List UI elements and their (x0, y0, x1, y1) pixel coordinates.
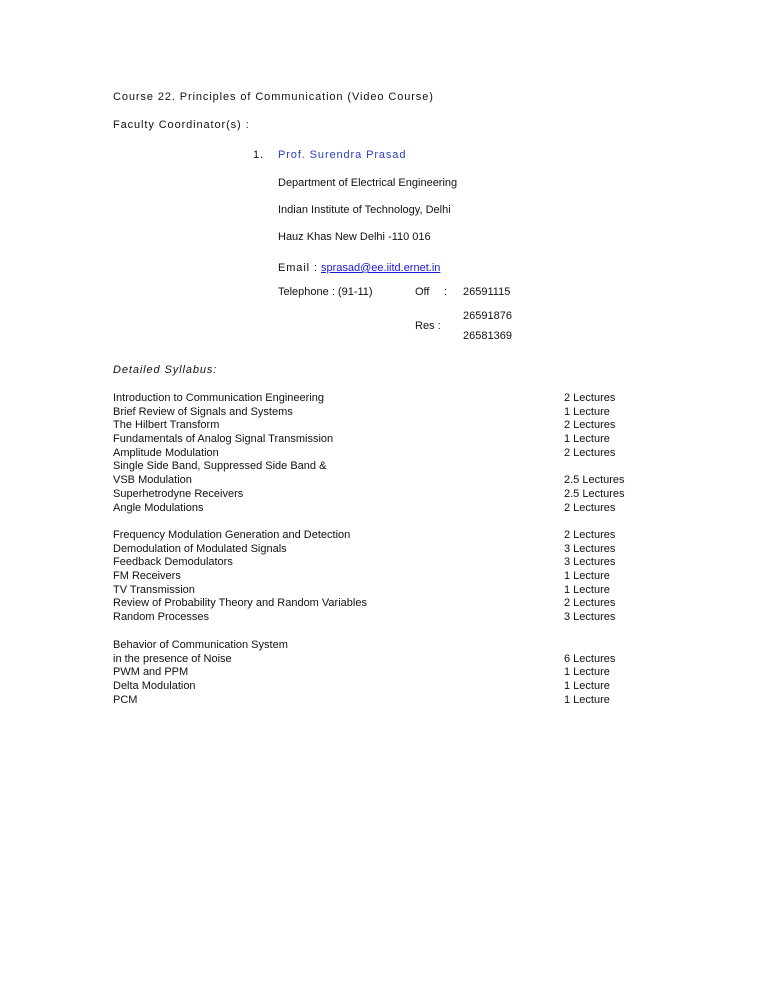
syllabus-topic: The Hilbert Transform (113, 419, 220, 432)
syllabus-topic: TV Transmission (113, 583, 195, 596)
syllabus-topic: in the presence of Noise (113, 652, 232, 665)
email-label: Email : (278, 262, 318, 274)
syllabus-lectures: 2 Lectures (564, 529, 616, 541)
syllabus-lectures: 2 Lectures (564, 597, 616, 610)
syllabus-row (113, 474, 673, 488)
syllabus-row (113, 392, 673, 406)
syllabus-row (113, 433, 673, 447)
faculty-number: 1. (253, 149, 264, 161)
syllabus-heading: Detailed Syllabus: (113, 364, 218, 376)
syllabus-topic: FM Receivers (113, 570, 181, 583)
syllabus-topic: PCM (113, 693, 138, 706)
syllabus-lectures: 3 Lectures (564, 611, 616, 624)
syllabus-row (113, 543, 673, 557)
syllabus-lectures: 1 Lecture (564, 570, 610, 583)
syllabus-row (113, 584, 673, 598)
syllabus-lectures: 2 Lectures (564, 419, 616, 432)
telephone-label: Telephone : (91-11) (278, 286, 373, 298)
email-row (278, 262, 440, 274)
residence-number-1: 26591876 (463, 310, 512, 322)
syllabus-topic: Demodulation of Modulated Signals (113, 542, 287, 555)
syllabus-row (113, 502, 673, 516)
syllabus-row (113, 447, 673, 461)
syllabus-lectures: 2.5 Lectures (564, 487, 625, 500)
faculty-institute: Indian Institute of Technology, Delhi (278, 204, 451, 216)
office-label: Off (415, 286, 430, 298)
faculty-coordinator-label: Faculty Coordinator(s) : (113, 119, 250, 131)
syllabus-row (113, 460, 673, 474)
syllabus-lectures: 1 Lecture (564, 405, 610, 418)
syllabus-lectures: 2 Lectures (564, 446, 616, 459)
syllabus-topic: Superhetrodyne Receivers (113, 487, 244, 500)
syllabus-row (113, 639, 673, 653)
residence-number-2: 26581369 (463, 330, 512, 342)
office-colon: : (444, 286, 448, 298)
faculty-name-link[interactable]: Prof. Surendra Prasad (278, 149, 407, 161)
course-title: Course 22. Principles of Communication (Video Course) (113, 91, 434, 103)
syllabus-lectures: 1 Lecture (564, 680, 610, 693)
syllabus-lectures: 1 Lecture (564, 666, 610, 679)
syllabus-topic: Random Processes (113, 611, 209, 624)
syllabus-lectures: 2 Lectures (564, 501, 616, 514)
email-link[interactable]: sprasad@ee.iitd.ernet.in (320, 262, 441, 274)
syllabus-topic: Brief Review of Signals and Systems (113, 405, 293, 418)
syllabus-group-1 (113, 392, 673, 515)
syllabus-topic: Angle Modulations (113, 501, 204, 514)
syllabus-row (113, 488, 673, 502)
residence-label: Res : (415, 320, 441, 332)
faculty-department: Department of Electrical Engineering (278, 177, 458, 189)
syllabus-row (113, 529, 673, 543)
syllabus-row (113, 556, 673, 570)
syllabus-lectures: 1 Lecture (564, 583, 610, 596)
syllabus-row (113, 653, 673, 667)
syllabus-lectures: 3 Lectures (564, 556, 616, 569)
syllabus-topic: VSB Modulation (113, 474, 192, 487)
faculty-address: Hauz Khas New Delhi -110 016 (278, 231, 431, 243)
syllabus-lectures: 2 Lectures (564, 392, 616, 404)
syllabus-row (113, 611, 673, 625)
syllabus-row (113, 666, 673, 680)
syllabus-row (113, 694, 673, 708)
syllabus-topic: PWM and PPM (113, 666, 189, 679)
syllabus-lectures: 1 Lecture (564, 433, 610, 446)
syllabus-topic: Frequency Modulation Generation and Detection (113, 529, 351, 541)
syllabus-row (113, 406, 673, 420)
syllabus-topic: Fundamentals of Analog Signal Transmission (113, 433, 334, 446)
syllabus-topic: Amplitude Modulation (113, 446, 219, 459)
syllabus-lectures: 3 Lectures (564, 542, 616, 555)
syllabus-topic: Delta Modulation (113, 680, 196, 693)
syllabus-row (113, 570, 673, 584)
syllabus-lectures: 6 Lectures (564, 652, 616, 665)
syllabus-lectures: 2.5 Lectures (564, 474, 625, 487)
syllabus-group-2 (113, 529, 673, 625)
syllabus-topic: Behavior of Communication System (113, 639, 288, 651)
syllabus-row (113, 680, 673, 694)
syllabus-group-3 (113, 639, 673, 707)
syllabus-row (113, 597, 673, 611)
syllabus-topic: Review of Probability Theory and Random Variables (113, 597, 367, 610)
syllabus-topic: Single Side Band, Suppressed Side Band & (113, 460, 327, 473)
office-number: 26591115 (463, 286, 511, 298)
syllabus-row (113, 419, 673, 433)
syllabus-lectures: 1 Lecture (564, 693, 610, 706)
syllabus-topic: Feedback Demodulators (113, 556, 233, 569)
syllabus-topic: Introduction to Communication Engineering (113, 392, 324, 404)
